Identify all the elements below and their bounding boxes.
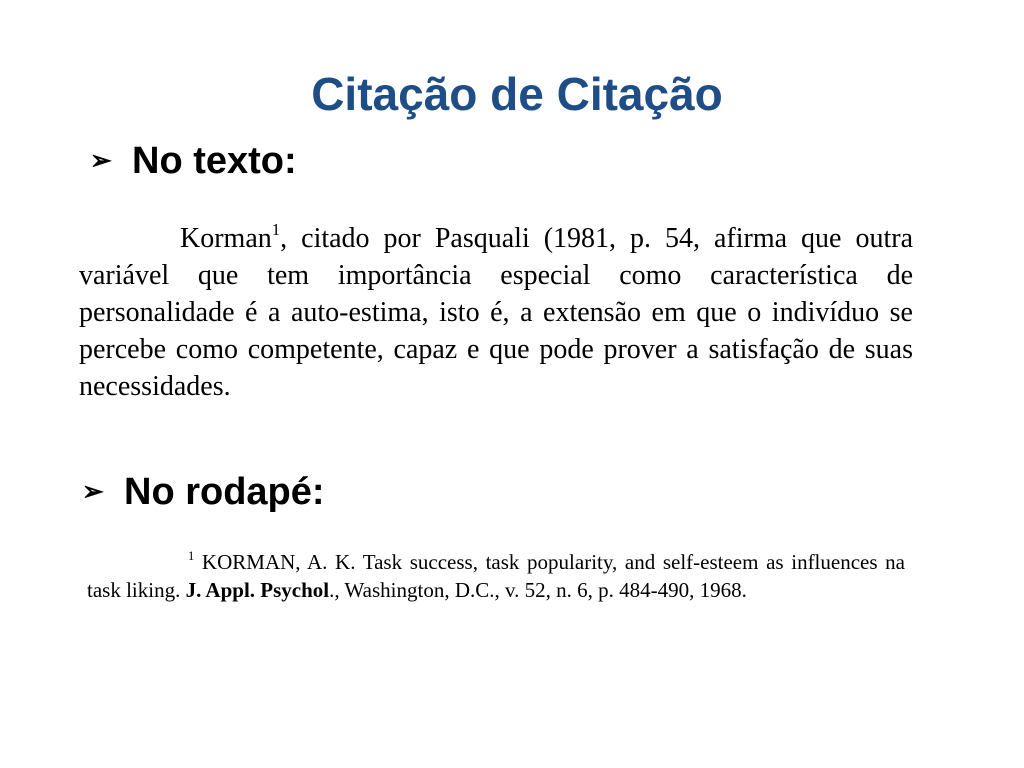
footnote-marker: 1 <box>188 548 195 563</box>
arrow-bullet-icon: ➢ <box>82 476 104 506</box>
reference-text-before: KORMAN, A. K. Task success, task popularity, and self-esteem as influences na task liking. <box>87 550 905 602</box>
arrow-bullet-icon: ➢ <box>90 145 112 175</box>
citation-paragraph <box>79 220 913 405</box>
cited-author: Korman <box>180 223 272 254</box>
slide-title: Citação de Citação <box>311 68 723 120</box>
footnote-marker: 1 <box>271 220 281 239</box>
heading-no-rodape <box>82 467 325 516</box>
heading-label: No rodapé: <box>124 471 325 513</box>
footnote-reference <box>87 548 905 604</box>
heading-label: No texto: <box>132 140 297 182</box>
citation-text: , citado por Pasquali (1981, p. 54, afirma que outra variável que tem importância especial como característica de personalidade é a auto-estima, isto é, a extensão em que o indivíduo se percebe como competente, capaz e que pode prover a satisfação de suas necessidades. <box>79 223 913 402</box>
heading-no-texto <box>90 136 297 185</box>
journal-title: J. Appl. Psychol <box>185 578 330 602</box>
reference-text-after: ., Washington, D.C., v. 52, n. 6, p. 484-490, 1968. <box>329 578 747 602</box>
